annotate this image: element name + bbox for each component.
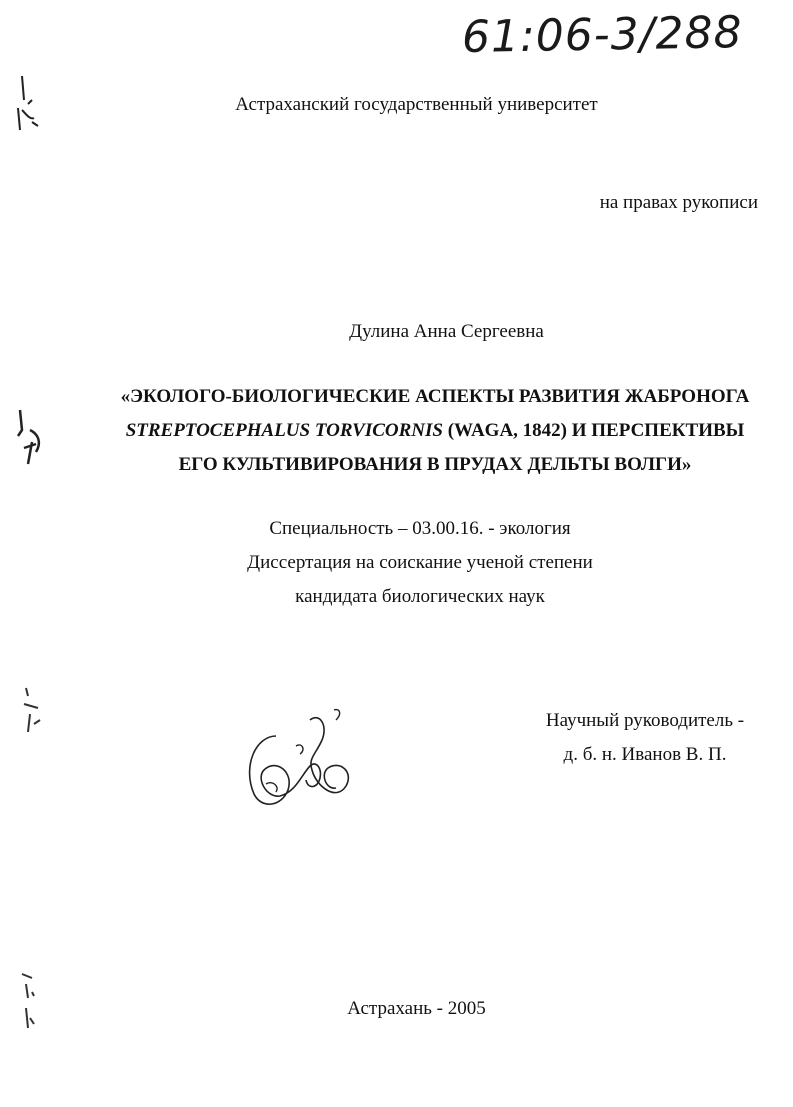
margin-scribble-lower — [12, 684, 52, 744]
degree-field-line: кандидата биологических наук — [295, 586, 545, 607]
supervisor-label: Научный руководитель - — [545, 710, 745, 731]
archive-code-handwritten: 61:06-3/288 — [461, 7, 743, 63]
author-name: Дулина Анна Сергеевна — [349, 321, 544, 342]
degree-line: Диссертация на соискание ученой степени — [247, 552, 593, 573]
university-name: Астраханский государственный университет — [235, 94, 598, 115]
title-line-3: ЕГО КУЛЬТИВИРОВАНИЯ В ПРУДАХ ДЕЛЬТЫ ВОЛГИ» — [178, 454, 692, 475]
specialty-block — [230, 512, 610, 614]
manuscript-rights-note: на правах рукописи — [599, 192, 758, 213]
signature — [236, 706, 366, 826]
margin-scribble-mid — [8, 404, 48, 474]
title-line-2-rest: (WAGA, 1842) И ПЕРСПЕКТИВЫ — [442, 420, 745, 441]
city-year: Астрахань - 2005 — [347, 998, 486, 1019]
specialty-line: Специальность – 03.00.16. - экология — [269, 518, 571, 539]
dissertation-title — [110, 380, 760, 482]
species-name: STREPTOCEPHALUS TORVICORNIS — [125, 420, 443, 441]
supervisor-name: д. б. н. Иванов В. П. — [563, 744, 727, 765]
title-line-2 — [110, 414, 760, 448]
title-line-1: «ЭКОЛОГО-БИОЛОГИЧЕСКИЕ АСПЕКТЫ РАЗВИТИЯ ЖАБРОНОГА — [120, 386, 750, 407]
supervisor-block — [530, 704, 760, 772]
